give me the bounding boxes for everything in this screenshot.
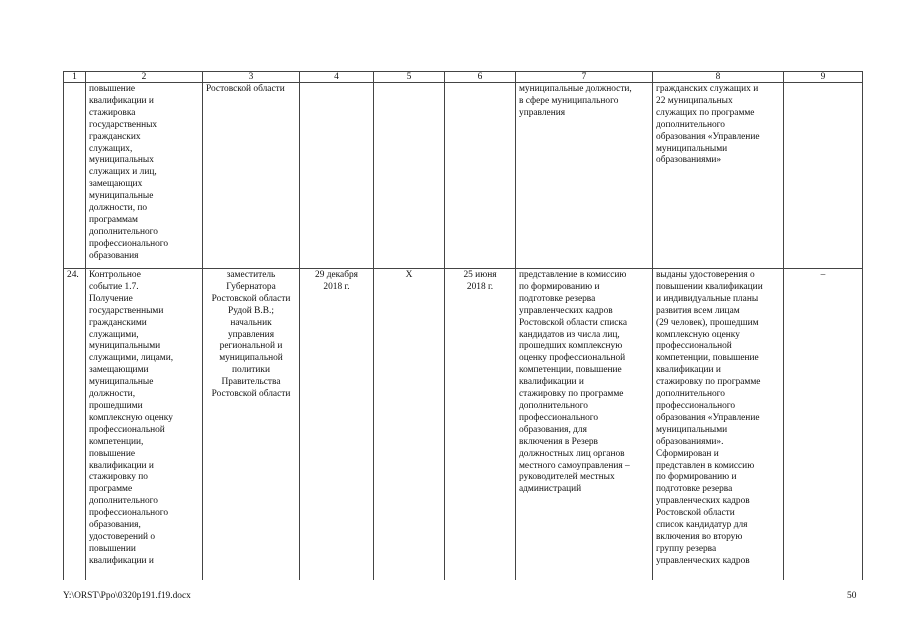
cell-text-line: программам (89, 214, 138, 225)
cell-text-line: замещающих (89, 179, 143, 190)
cell-text-line: муниципальные (89, 191, 154, 202)
cell-text-line: профессионального (519, 412, 599, 423)
cell-text-line: начальник (230, 317, 272, 328)
cell-text-line: стажировку по программе (519, 389, 624, 400)
cell-text-line: гражданских служащих и (656, 84, 759, 94)
cell-text-line: оценку профессиональной (519, 353, 626, 364)
cell-text-line: повышении (89, 543, 136, 554)
cell-text-line: Сформирован и (656, 448, 719, 459)
cell-text-line: государственными (89, 305, 164, 316)
cell-text-line: гражданских (89, 131, 141, 142)
cell-text-line: дополнительного (89, 496, 158, 507)
table-cell (86, 269, 203, 580)
page-number: 50 (847, 591, 857, 601)
cell-text-line: (29 человек), прошедшим (656, 317, 759, 328)
cell-text-line: должности, (89, 389, 136, 400)
cell-text-line: муниципальных (89, 155, 154, 166)
cell-text-line: профессионального (89, 238, 169, 249)
cell-text-line: 29 декабря (315, 270, 358, 280)
cell-text-line: муниципальной (219, 353, 283, 364)
cell-text-line: Х (405, 270, 413, 280)
cell-text-line: муниципальные должности, (519, 84, 632, 94)
cell-text-line: стажировка (89, 107, 136, 118)
cell-text-line: включения во вторую (656, 531, 743, 542)
table-cell (203, 83, 300, 269)
cell-text-line: включения в Резерв (519, 436, 598, 447)
cell-text-line: профессионального (89, 508, 169, 519)
column-number-cell: 9 (784, 72, 863, 83)
cell-text-line: квалификации и (89, 95, 154, 106)
cell-text-line: Рудой В.В.; (228, 305, 274, 316)
cell-text-line: прошедшими (89, 400, 143, 411)
column-number-cell: 7 (516, 72, 653, 83)
cell-text-line: квалификации и (656, 365, 721, 376)
cell-text-line: – (820, 270, 826, 280)
cell-text-line: служащими, лицами, (89, 353, 174, 364)
cell-text-line: удостоверений о (89, 531, 156, 542)
cell-text-line: 2018 г. (323, 281, 350, 292)
cell-text-line: профессионального (656, 400, 736, 411)
cell-text-line: Ростовской области (656, 508, 735, 519)
cell-text-line: образованиями» (656, 155, 722, 166)
cell-text-line: представлен в комиссию (656, 460, 755, 471)
cell-text-line: государственных (89, 119, 158, 130)
cell-text-line: муниципальными (656, 143, 728, 154)
cell-text-line: муниципальными (89, 341, 161, 352)
cell-text-line: управленческих кадров (519, 305, 613, 316)
column-number-cell: 6 (445, 72, 516, 83)
column-number-cell: 8 (653, 72, 784, 83)
table-cell (374, 83, 445, 269)
table-cell (516, 269, 653, 580)
cell-text-line: образования (89, 250, 139, 261)
cell-text-line: образования «Управление (656, 131, 760, 142)
cell-text-line: Контрольное (89, 270, 141, 280)
cell-text-line: компетенции, повышение (519, 365, 622, 376)
cell-text-line: квалификации и (89, 555, 154, 566)
table-cell (784, 269, 863, 580)
cell-text-line: политики (232, 365, 270, 376)
table-cell (374, 269, 445, 580)
cell-text-line: кандидатов из числа лиц, (519, 329, 620, 340)
cell-text-line: муниципальными (656, 424, 728, 435)
cell-text-line: 22 муниципальных (656, 95, 733, 106)
cell-text-line: профессиональной (89, 424, 165, 435)
cell-text-line: управленческих кадров (656, 555, 750, 566)
cell-text-line: заместитель (226, 270, 276, 280)
cell-text-line: компетенции, (89, 436, 144, 447)
table-cell (300, 83, 374, 269)
column-number-row (64, 72, 863, 83)
cell-text-line: Правительства (221, 377, 281, 388)
table-cell (445, 83, 516, 269)
cell-text-line: 2018 г. (466, 281, 494, 292)
cell-text-line: служащих, (89, 143, 133, 154)
cell-text-line: по формированию и (519, 281, 600, 292)
cell-text-line: группу резерва (656, 543, 717, 554)
cell-text-line: комплексную оценку (656, 329, 740, 340)
cell-text-line: подготовке резерва (519, 293, 596, 304)
table-cell (516, 83, 653, 269)
column-number-cell: 5 (374, 72, 445, 83)
cell-text-line: должности, по (89, 203, 148, 214)
cell-text-line: компетенции, повышение (656, 353, 759, 364)
cell-text-line: дополнительного (656, 119, 725, 130)
cell-text-line: образования, (89, 520, 141, 531)
cell-text-line: служащих и лиц, (89, 167, 157, 178)
column-number-cell: 3 (203, 72, 300, 83)
document-table (63, 71, 863, 580)
cell-text-line: управления (227, 329, 275, 340)
table-cell (653, 269, 784, 580)
cell-text-line: региональной и (219, 341, 283, 352)
cell-text-line: повышение (89, 448, 136, 459)
cell-text-line: стажировку по программе (656, 377, 761, 388)
cell-text-line: стажировку по (89, 472, 148, 483)
cell-text-line: дополнительного (656, 389, 725, 400)
cell-text-line: служащих по программе (656, 107, 755, 118)
cell-text-line: подготовке резерва (656, 484, 733, 495)
cell-text-line: Ростовской области списка (519, 317, 627, 328)
cell-text-line: руководителей местных (519, 472, 615, 483)
row-number-cell (64, 269, 86, 580)
cell-text-line: повышении квалификации (656, 281, 763, 292)
cell-text-line: служащими, (89, 329, 139, 340)
cell-text-line: программе (89, 484, 133, 495)
cell-text-line: комплексную оценку (89, 412, 173, 423)
cell-text-line: замещающими (89, 365, 149, 376)
table-row-24 (64, 269, 863, 580)
cell-text-line: образования «Управление (656, 412, 760, 423)
cell-text-line: управления (519, 107, 566, 118)
table-cell (203, 269, 300, 580)
cell-text-line: образования, для (519, 424, 587, 435)
cell-text-line: и индивидуальные планы (656, 293, 759, 304)
table-cell (445, 269, 516, 580)
table-cell (64, 83, 86, 269)
footer-file-path: Y:\ORST\Ppo\0320p191.f19.docx (63, 591, 191, 601)
cell-text-line: развития всем лицам (656, 305, 740, 316)
cell-text-line: в сфере муниципального (519, 95, 619, 106)
cell-text-line: по формированию и (656, 472, 737, 483)
cell-text-line: квалификации и (89, 460, 154, 471)
cell-text-line: повышение (89, 84, 136, 94)
cell-text-line: муниципальные (89, 377, 154, 388)
cell-text-line: Получение (89, 293, 133, 304)
cell-text-line: квалификации и (519, 377, 584, 388)
cell-text-line: 24. (67, 270, 79, 280)
cell-text-line: Ростовской области (211, 389, 291, 400)
column-number-cell: 1 (64, 72, 86, 83)
cell-text-line: должностных лиц органов (519, 448, 625, 459)
cell-text-line: администраций (519, 484, 582, 495)
cell-text-line: Ростовской области (211, 293, 291, 304)
cell-text-line: местного самоуправления – (519, 460, 630, 471)
cell-text-line: событие 1.7. (89, 281, 139, 292)
cell-text-line: Губернатора (226, 281, 276, 292)
table-cell (653, 83, 784, 269)
cell-text-line: прошедших комплексную (519, 341, 623, 352)
cell-text-line: гражданскими (89, 317, 147, 328)
cell-text-line: Ростовской области (206, 84, 285, 94)
table-cell (86, 83, 203, 269)
table-cell (784, 83, 863, 269)
column-number-cell: 4 (300, 72, 374, 83)
cell-text-line: управленческих кадров (656, 496, 750, 507)
cell-text-line: список кандидатур для (656, 520, 748, 531)
table-row-continuation (64, 83, 863, 269)
cell-text-line: дополнительного (89, 226, 158, 237)
cell-text-line: представление в комиссию (519, 270, 627, 280)
cell-text-line: профессиональной (656, 341, 732, 352)
cell-text-line: 25 июня (463, 270, 497, 280)
cell-text-line: образованиями». (656, 436, 724, 447)
cell-text-line: дополнительного (519, 400, 588, 411)
cell-text-line: выданы удостоверения о (656, 270, 755, 280)
column-number-cell: 2 (86, 72, 203, 83)
table-cell (300, 269, 374, 580)
